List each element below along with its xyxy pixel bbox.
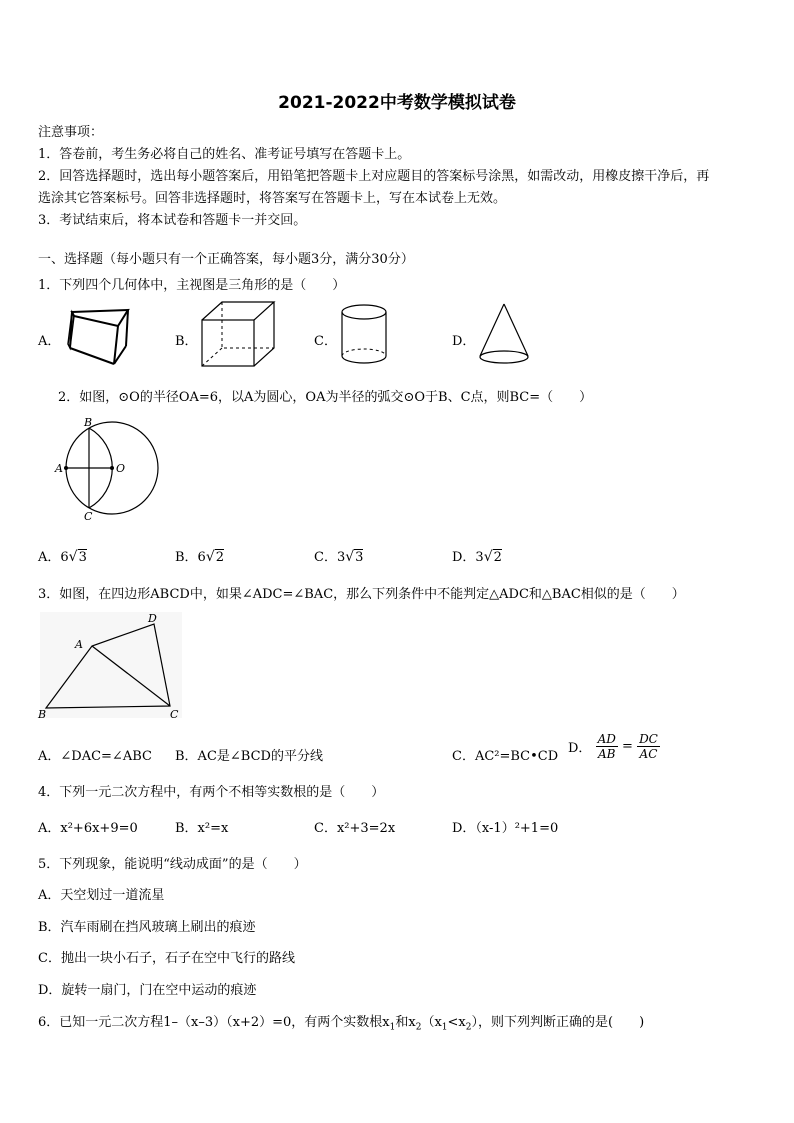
q3-option-d: D． $\frac{AD}{AB}$ = $\frac{DC}{AC}$ [568,732,658,761]
cube-figure [200,300,280,370]
q1-option-a: A． [38,334,61,349]
q6-stem: 6．已知一元二次方程1–（x–3）（x+2）=0，有两个实数根$x_1$和$x_2(x_1<x_2)$，则下列判断正确的是( ) [38,1015,645,1033]
q1-option-d: D． [452,334,476,349]
q4-option-b: B．x²=x [175,821,229,836]
q5-option-d: D．旋转一扇门，门在空中运动的痕迹 [38,983,257,998]
notice-heading: 注意事项： [38,125,104,140]
fraction-ad-ab: $\frac{AD}{AB}$ [597,732,616,761]
page-title: 2021-2022中考数学模拟试卷 [278,93,516,113]
notice-item-3: 3．考试结束后，将本试卷和答题卡一并交回。 [38,213,307,228]
q3-label-b: B [38,708,47,721]
q5-option-c: C．抛出一块小石子，石子在空中飞行的路线 [38,951,295,966]
q2-label-o: O [116,462,126,475]
q2-option-d: D．3√2 [452,549,502,565]
triangular-prism-figure [64,304,134,368]
q1-option-b: B． [175,334,198,349]
q4-stem: 4．下列一元二次方程中，有两个不相等实数根的是（ ） [38,785,385,800]
q2-stem: 2．如图，⊙O的半径OA=6，以A为圆心，OA为半径的弧交⊙O于B、C点，则BC=（ ） [58,390,593,405]
q3-option-a: A．∠DAC=∠ABC [38,749,152,764]
q1-stem: 1．下列四个几何体中，主视图是三角形的是（ ） [38,278,346,293]
q2-label-a: A [55,462,63,475]
fraction-dc-ac: $\frac{DC}{AC}$ [639,732,658,761]
q2-label-c: C [84,510,93,523]
q4-option-c: C．x²+3=2x [314,821,396,836]
q2-option-b: B．6√2 [175,549,225,565]
q4-option-d: D．（x-1）²+1=0 [452,821,559,836]
q5-option-a: A．天空划过一道流星 [38,888,165,903]
q3-label-c: C [170,708,179,721]
q2-option-a: A．6√3 [38,549,87,565]
cone-figure [476,302,536,368]
notice-item-1: 1．答卷前，考生务必将自己的姓名、准考证号填写在答题卡上。 [38,147,411,162]
q5-stem: 5．下列现象，能说明“线动成面”的是（ ） [38,857,307,872]
q3-option-b: B．AC是∠BCD的平分线 [175,749,323,764]
q2-circle-diagram [52,412,162,522]
q2-option-c: C．3√3 [314,549,364,565]
q3-stem: 3．如图，在四边形ABCD中，如果∠ADC=∠BAC，那么下列条件中不能判定△ADC和△BAC相似的是（ ） [38,587,685,602]
cylinder-figure [338,302,394,368]
q3-label-d: D [148,612,157,625]
q3-option-c: C．AC²=BC•CD [452,749,559,764]
q3-quadrilateral-diagram [36,610,186,722]
q2-label-b: B [84,416,93,429]
notice-item-2a: 2．回答选择题时，选出每小题答案后，用铅笔把答题卡上对应题目的答案标号涂黑，如需改动，用橡皮擦干净后，再 [38,169,710,184]
q1-option-c: C． [314,334,337,349]
q3-label-a: A [75,638,83,651]
q4-option-a: A．x²+6x+9=0 [38,821,138,836]
section-heading: 一、选择题（每小题只有一个正确答案，每小题3分，满分30分） [38,252,414,267]
notice-item-2b: 选涂其它答案标号。回答非选择题时，将答案写在答题卡上，写在本试卷上无效。 [38,191,507,206]
q5-option-b: B．汽车雨刷在挡风玻璃上刷出的痕迹 [38,920,256,935]
